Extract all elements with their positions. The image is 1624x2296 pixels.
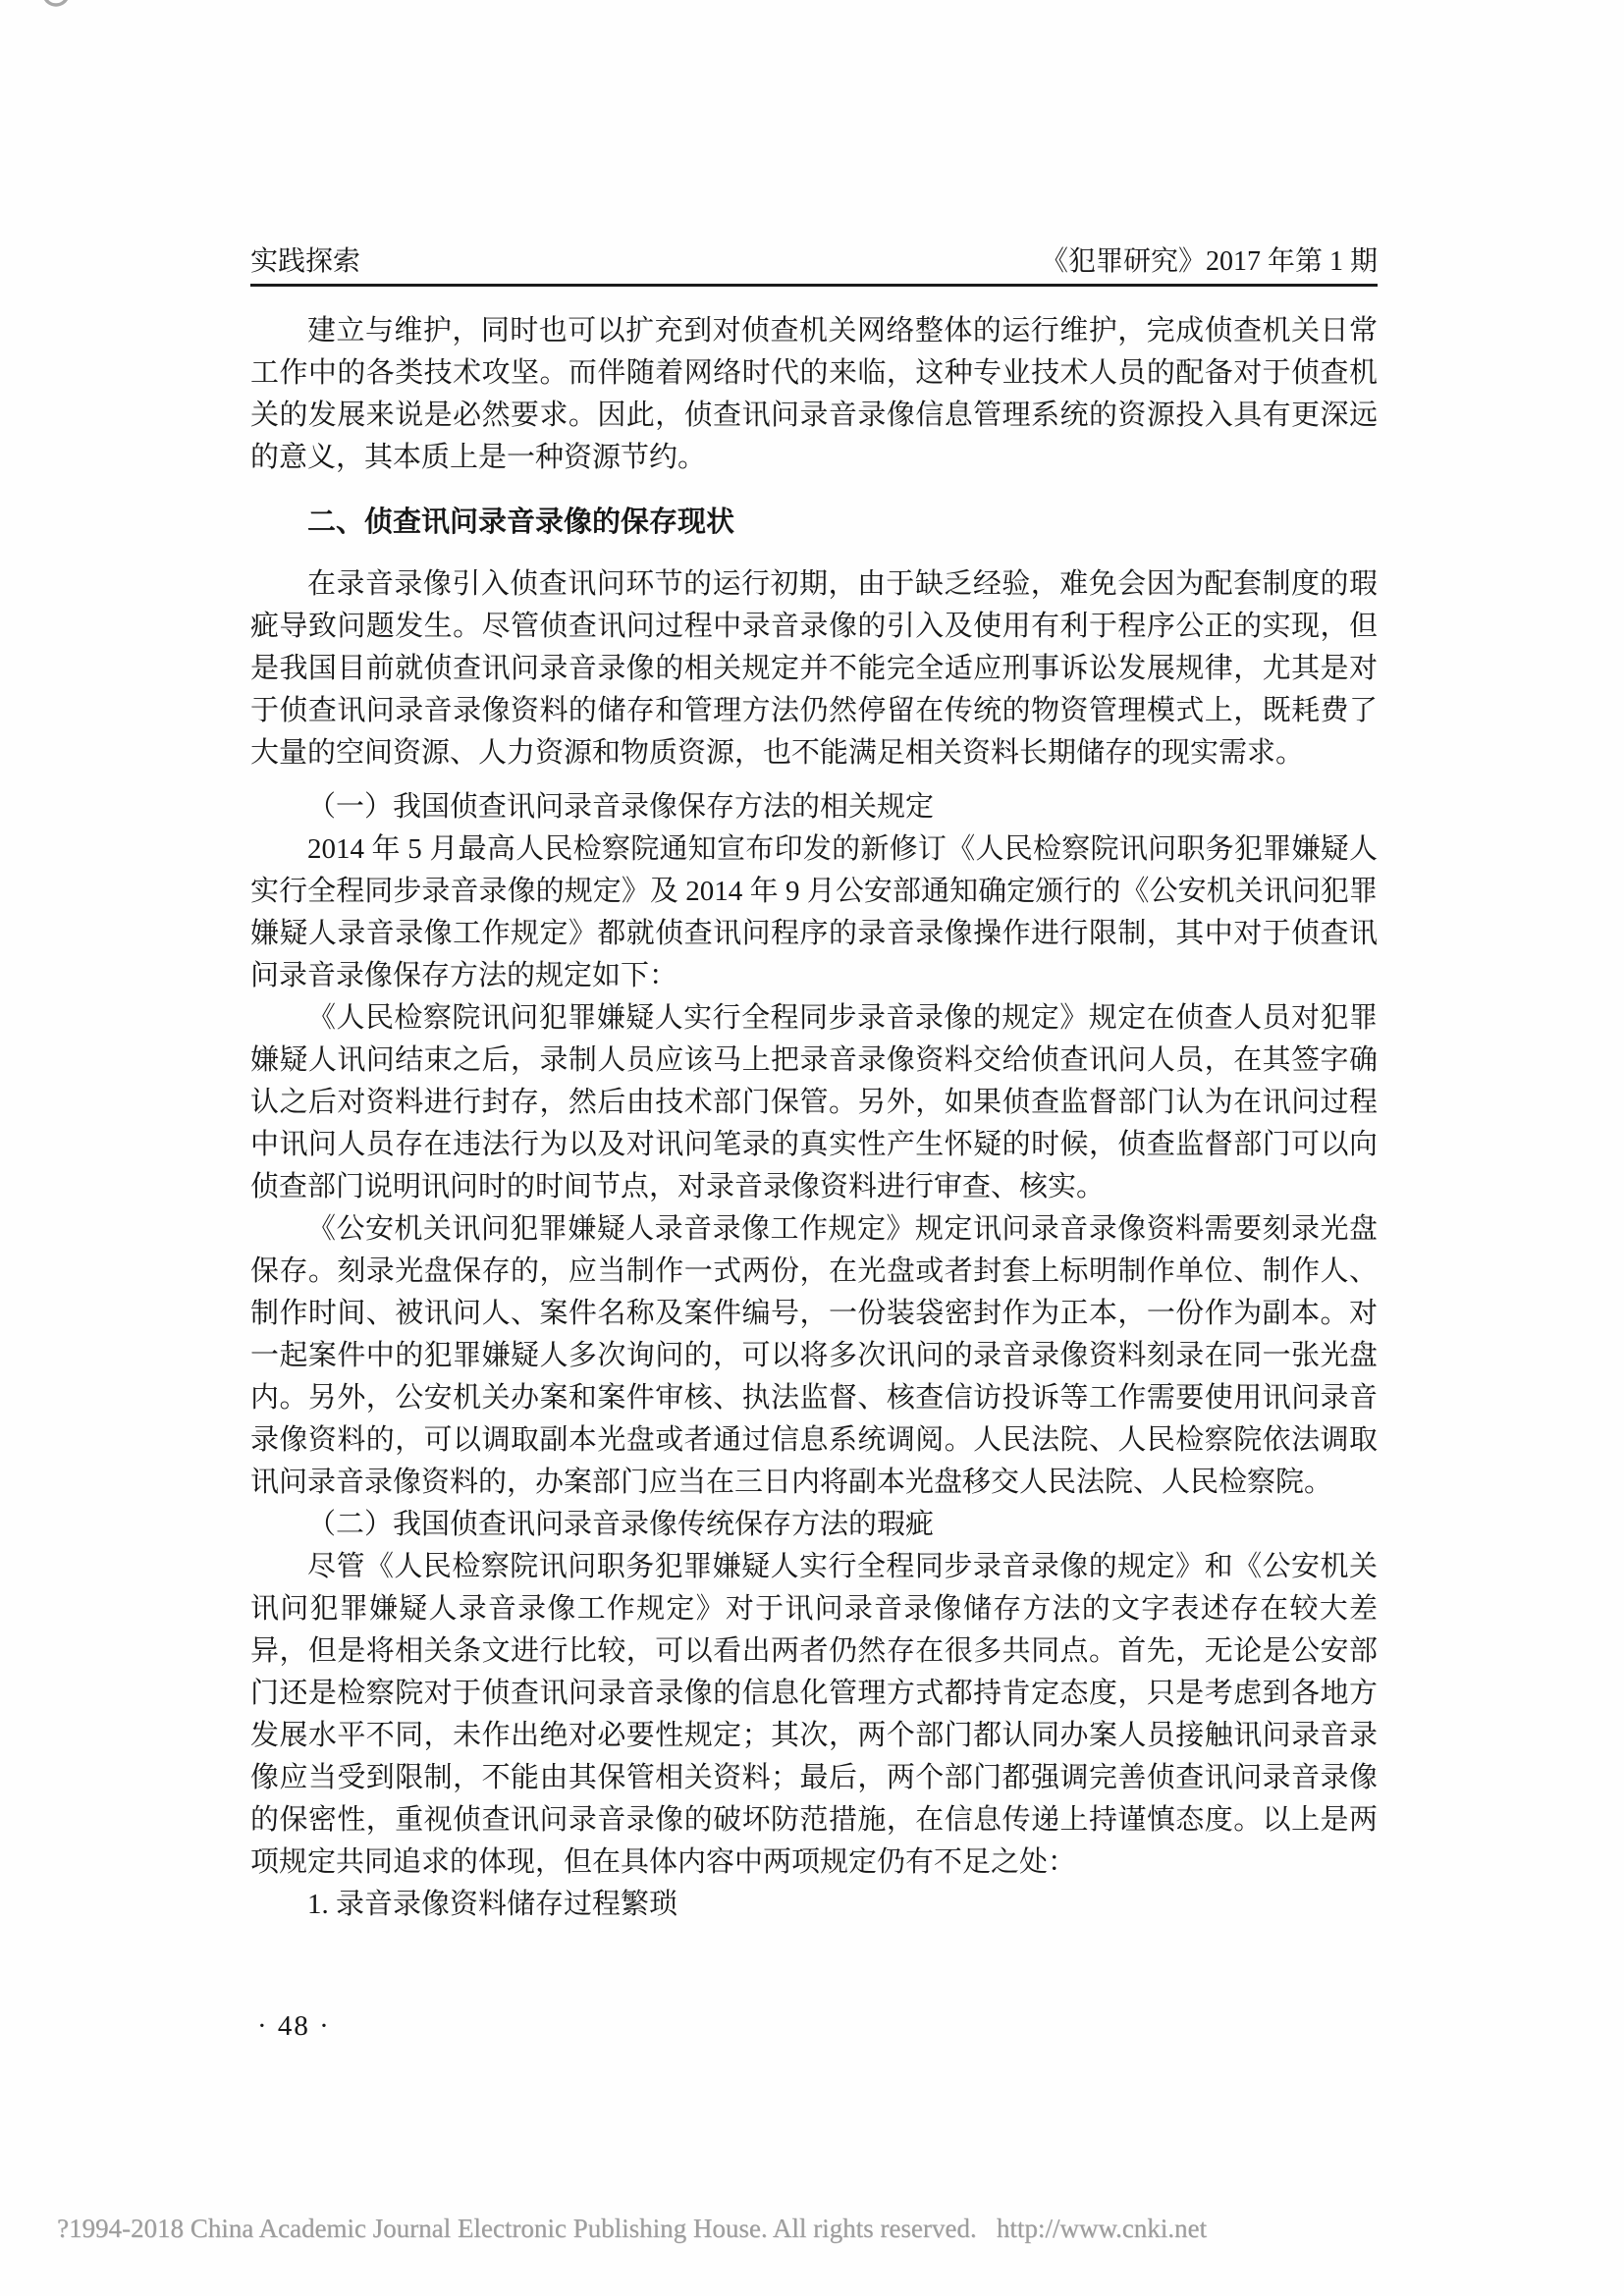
header-section-label: 实践探索 xyxy=(250,246,361,277)
subsection-heading-1: （一）我国侦查讯问录音录像保存方法的相关规定 xyxy=(307,791,935,823)
paragraph-police-rule: 《公安机关讯问犯罪嫌疑人录音录像工作规定》规定讯问录音录像资料需要刻录光盘保存。刻录光盘保存的，应当制作一式两份，在光盘或者封套上标明制作单位、制作人、制作时间、被讯问人、案件名称及案件编号，一份装袋密封作为正本，一份作为副本。对一起案件中的犯罪嫌疑人多次询问的，可以将多次讯问的录音录像资料刻录在同一张光盘内。另外，公安机关办案和案件审核、执法监督、核查信访投诉等工作需要使用讯问录音录像资料的，可以调取副本光盘或者通过信息系统调阅。人民法院、人民检察院依法调取讯问录音录像资料的，办案部门应当在三日内将副本光盘移交人民法院、人民检察院。 xyxy=(250,1213,1378,1498)
paragraph-current-state: 在录音录像引入侦查讯问环节的运行初期，由于缺乏经验，难免会因为配套制度的瑕疵导致问题发生。尽管侦查讯问过程中录音录像的引入及使用有利于程序公正的实现，但是我国目前就侦查讯问录音录像的相关规定并不能完全适应刑事诉讼发展规律，尤其是对于侦查讯问录音录像资料的储存和管理方法仍然停留在传统的物资管理模式上，既耗费了大量的空间资源、人力资源和物质资源，也不能满足相关资料长期储存的现实需求。 xyxy=(250,568,1378,769)
paragraph-intro-continuation: 建立与维护，同时也可以扩充到对侦查机关网络整体的运行维护，完成侦查机关日常工作中的各类技术攻坚。而伴随着网络时代的来临，这种专业技术人员的配备对于侦查机关的发展来说是必然要求。因此，侦查讯问录音录像信息管理系统的资源投入具有更深远的意义，其本质上是一种资源节约。 xyxy=(250,315,1378,473)
subsection-heading-2: （二）我国侦查讯问录音录像传统保存方法的瑕疵 xyxy=(307,1509,935,1540)
scan-artifact-icon xyxy=(41,0,71,9)
page-number: · 48 · xyxy=(257,2010,331,2042)
paragraph-two-regulations: 2014 年 5 月最高人民检察院通知宣布印发的新修订《人民检察院讯问职务犯罪嫌疑人实行全程同步录音录像的规定》及 2014 年 9 月公安部通知确定颁行的《公安机关讯问犯罪嫌疑人录音录像工作规定》都就侦查讯问程序的录音录像操作进行限制，其中对于侦查讯问录音录像保存方法的规定如下： xyxy=(250,833,1378,991)
page-header xyxy=(250,245,1378,279)
article-body xyxy=(250,310,1378,1926)
paragraph-procuratorate-rule: 《人民检察院讯问犯罪嫌疑人实行全程同步录音录像的规定》规定在侦查人员对犯罪嫌疑人讯问结束之后，录制人员应该马上把录音录像资料交给侦查讯问人员，在其签字确认之后对资料进行封存，然后由技术部门保管。另外，如果侦查监督部门认为在讯问过程中讯问人员存在违法行为以及对讯问笔录的真实性产生怀疑的时候，侦查监督部门可以向侦查部门说明讯问时的时间节点，对录音录像资料进行审查、核实。 xyxy=(250,1002,1378,1202)
section-heading: 二、侦查讯问录音录像的保存现状 xyxy=(307,505,735,538)
header-divider xyxy=(250,284,1378,287)
header-journal-issue: 《犯罪研究》2017 年第 1 期 xyxy=(1040,246,1378,277)
numbered-item-1: 1. 录音录像资料储存过程繁琐 xyxy=(307,1889,678,1920)
cnki-copyright-watermark: ?1994-2018 China Academic Journal Electronic Publishing House. All rights reserved. http://www.cnki.net xyxy=(57,2214,1208,2243)
paragraph-comparison: 尽管《人民检察院讯问职务犯罪嫌疑人实行全程同步录音录像的规定》和《公安机关讯问犯罪嫌疑人录音录像工作规定》对于讯问录音录像储存方法的文字表述存在较大差异，但是将相关条文进行比较，可以看出两者仍然存在很多共同点。首先，无论是公安部门还是检察院对于侦查讯问录音录像的信息化管理方式都持肯定态度，只是考虑到各地方发展水平不同，未作出绝对必要性规定；其次，两个部门都认同办案人员接触讯问录音录像应当受到限制，不能由其保管相关资料；最后，两个部门都强调完善侦查讯问录音录像的保密性，重视侦查讯问录音录像的破坏防范措施，在信息传递上持谨慎态度。以上是两项规定共同追求的体现，但在具体内容中两项规定仍有不足之处： xyxy=(250,1551,1378,1878)
